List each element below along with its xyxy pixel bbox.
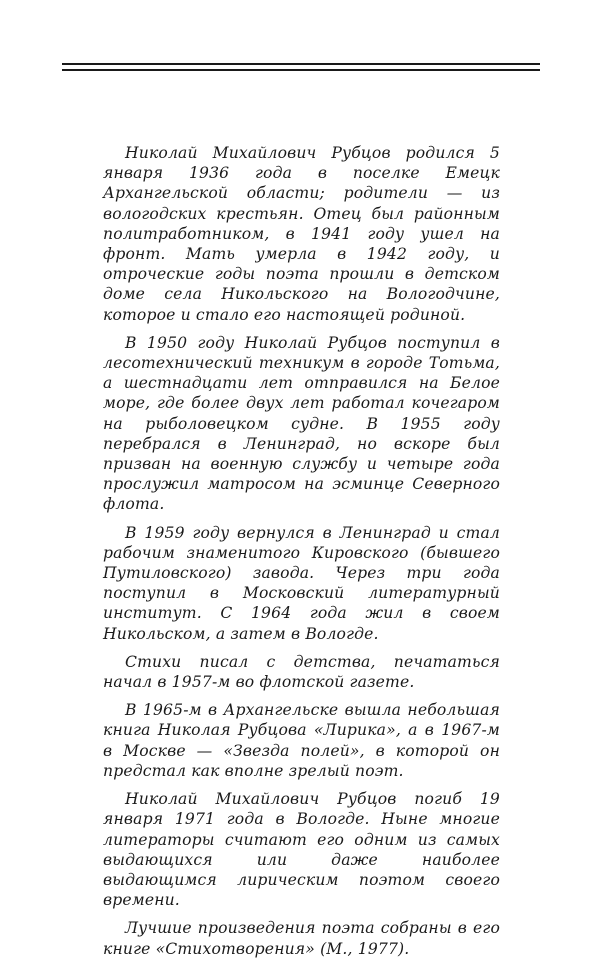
paragraph-collection: Лучшие произведения поэта собраны в его книге «Стихотворения» (М., 1977). xyxy=(103,919,500,958)
header-rule-bottom xyxy=(62,69,540,71)
header-rule-top xyxy=(62,63,540,65)
paragraph-books: В 1965-м в Архангельске вышла небольшая книга Николая Рубцова «Лирика», а в 1967-м в Москве — «Звезда полей», в которой он предстал как вполне зрелый поэт. xyxy=(103,701,500,780)
paragraph-first-poems: Стихи писал с детства, печататься начал в 1957-м во флотской газете. xyxy=(103,652,500,692)
paragraph-death: Николай Михайлович Рубцов погиб 19 января 1971 года в Вологде. Ныне многие литераторы считают его одним из самых выдающихся или даже наиболее выдающимся лирическим поэтом своего времени. xyxy=(103,790,500,910)
paragraph-youth: В 1950 году Николай Рубцов поступил в лесотехнический техникум в городе Тотьма, а шестнадцати лет отправился на Белое море, где более двух лет работал кочегаром на рыболовецком судне. В 1955 году перебрался в Ленинград, но вскоре был призван на военную службу и четыре года прослужил матросом на эсминце Северного флота. xyxy=(103,333,500,514)
paragraph-leningrad: В 1959 году вернулся в Ленинград и стал рабочим знаменитого Кировского (бывшего Путиловского) завода. Через три года поступил в Московский литературный институт. С 1964 года жил в своем Никольском, а затем в Вологде. xyxy=(103,523,500,643)
paragraph-birth: Николай Михайлович Рубцов родился 5 января 1936 года в поселке Емецк Архангельской области; родители — из вологодских крестьян. Отец был районным политработником, в 1941 году ушел на фронт. Мать умерла в 1942 году, и отроческие годы поэта прошли в детском доме села Никольского на Вологодчине, которое и стало его настоящей родиной. xyxy=(103,144,500,324)
biography-text xyxy=(103,143,500,967)
